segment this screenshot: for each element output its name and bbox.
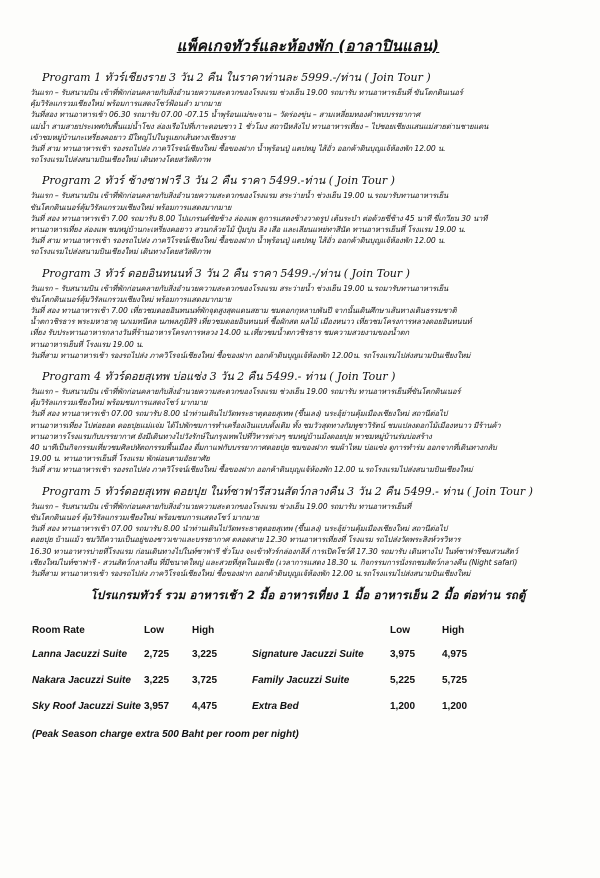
table-row xyxy=(32,693,502,719)
program-heading: Program 1 ทัวร์เชียงราย 3 วัน 2 คืน ในราคาท่านละ 5999.-/ท่าน ( Join Tour ) xyxy=(42,71,431,84)
program-line: วันที่ สาม ทานอาหารเช้า รองรถไปส่ง ภาควิโรจน์เชียงใหม่ ซื้อของฝาก น้ำพุร้อนปู่ แตปหมู ไส้อั่ว ออกค้าดินบุญแจ้ห้องพัก 12.00 น. xyxy=(30,236,446,246)
room-name: Lanna Jacuzzi Suite xyxy=(32,648,128,660)
program-line: วันที่ สาม ทานอาหารเช้า รองรถไปส่ง ภาควิโรจน์เชียงใหม่ ซื้อของฝาก น้ำพุร้อนปู่ แตปหมู ไส้อั่ว ออกค้าดินบุญแจ้ห้องพัก 12.00 น. xyxy=(30,144,446,154)
program-heading: Program 4 ทัวร์ดอยสุเทพ บ่อแซ่ง 3 วัน 2 คืน 5499.- ท่าน ( Join Tour ) xyxy=(42,370,396,384)
table-row xyxy=(32,641,502,667)
program-line: วันแรก – รับสนามบิน เข้าที่พักก่อนคลายกับสิ่งอำนวยความสะดวกของโรงแรม สระว่ายน้ำ ช่วงเย็น 19.00 น.รถมารับทานอาหารเย็น xyxy=(30,283,449,293)
program-list xyxy=(30,68,586,579)
program-line: วันที่ สอง ทานอาหารเช้า 7.00 เที่ยวชมดอยอินทนนท์พักจุดสูงสุดแดนสยาม ชมดอกกุหลาบพันปี จากนั้นเดินศึกษาเส้นทางเดินธรรมชาติ xyxy=(30,306,457,316)
page-title: แพ็คเกจทัวร์และห้องพัก (อาลาปินแลน) xyxy=(176,37,440,55)
program-line: วันแรก – รับสนามบิน เข้าที่พักก่อนคลายกับสิ่งอำนวยความสะดวกของโรงแรม ช่วงเย็น 19.00 รถมารับ ทานอาหารเย็นที่ขันโตกดินเนอร์ xyxy=(30,387,461,397)
program-4 xyxy=(30,367,586,476)
program-line: ขันโตกดินเนอร์ คุ้มวิรัลแกรวมเชียงใหม่ พร้อมชมการแสดงโชว์ มากมาย xyxy=(30,512,260,522)
program-line: เที่ยง รับประทานอาหารกลางวันที่ร้านอาหารโครงการหลวง 14.00 น.เที่ยวชมน้ำตกวชิรธาร ชมความสวยงามของน้ำตก xyxy=(30,328,409,338)
high-rate: 5,725 xyxy=(442,674,468,686)
program-line: วันที่ สอง ทานอาหารเช้า 07.00 รถมารับ 8.00 นำท่านเดินไปวัดพระธาตุดอยสุเทพ (ขึ้นเลง) นระอุ้ย่านคุ้มเมืองเชียงใหม่ สถานีต่อไป xyxy=(30,409,448,419)
program-line: วันแรก – รับสนามบิน เข้าที่พักก่อนคลายกับสิ่งอำนวยความสะดวกของโรงแรม สระว่ายน้ำ ช่วงเย็น 19.00 น.รถมารับทานอาหารเย็น xyxy=(30,191,449,201)
low-rate: 3,225 xyxy=(144,674,170,686)
program-line: วันที่ สาม ทานอาหารเช้า รองรถไปส่ง ภาควิโรจน์เชียงใหม่ ซื้อของฝาก ออกค้าดินบุญแจ้ห้องพัก 12.00 น.รถโรงแรมไปส่งสนามบินเชียงใหม่ xyxy=(30,465,473,475)
room-rate-header: Room Rate xyxy=(32,624,85,636)
program-heading: Program 2 ทัวร์ ช้างซาฟารี 3 วัน 2 คืน ราคา 5499.-ท่าน ( Join Tour ) xyxy=(42,174,395,188)
program-line: 16.30 ทานอาหารบ่ายที่โรงแรม ก่อนเดินทางไปในท์ซาฟารี ชั่วโมง จะเข้าทัวร์กล่องกลีส์ การเปิดโชว์ดี 17.30 รถมารับ เดินทางไป ในท์ซาฟารีชมสวนสัตว์ xyxy=(30,546,518,556)
program-heading: Program 5 ทัวร์ดอยสุเทพ ดอยปุย ในท์ซาฟารีสวนสัตว์กลางคืน 3 วัน 2 คืน 5499.- ท่าน ( Join Tour ) xyxy=(42,484,533,498)
high-rate: 4,475 xyxy=(192,700,218,712)
table-header-row xyxy=(32,619,502,641)
program-line: น้ำตกวชิรธาร พระมหาธาตุ นภเมทนีดล นภพลภูมิสิริ เที่ยวชมดอยอินทนนท์ ซื้อผักสด ผลไม้ เมืองหนาว เที่ยวชมโครงการหลวงดอยอินทนนท์ xyxy=(30,317,472,327)
room-rate-table xyxy=(32,619,502,719)
high-rate: 3,725 xyxy=(192,674,218,686)
low-rate: 3,957 xyxy=(144,700,170,712)
room-name: Family Jacuzzi Suite xyxy=(252,674,350,686)
low-header: Low xyxy=(144,624,164,636)
program-line: วันที่ สอง ทานอาหารเช้า 07.00 รถมารับ 8.00 นำท่านเดินไปวัดพระธาตุดอยสุเทพ (ขึ้นเลง) นระอุ้ย่านคุ้มเมืองเชียงใหม่ สถานีต่อไป xyxy=(30,524,448,534)
program-line: แม่น้ำ สามสายประเทศกับพื้นแม่น้ำโขง ล่องเรือไปที่เกาะดอนซาว 1 ชั่วโมง สถานีหลังไป ทานอาหารเที่ยง – ไปซอยเชียงแสนแม่สายด่านชายแดน xyxy=(30,121,489,131)
program-line: 19.00 น. ทานอาหารเย็นที่ โรงแรม พักผ่อนตามอัธยาศัย xyxy=(30,454,210,464)
program-line: 40 นาทีเป็นกิจกรรมเที่ยวชมศิลปหัตถกรรมพื้นเมือง ดื่มกาแฟกับบรรยากาศดอยปุย ชมของฝาก ชมผ้าไหม บ่อแซ่ง ดูการทำร่ม ออกจากที่เดินทางกลับ xyxy=(30,443,497,453)
room-rate-header-right xyxy=(252,619,390,641)
program-line: วันที่ สอง ทานอาหารเช้า 7.00 รถมารับ 8.00 ไปแกรนด์ชัยช้าง ล่องแพ ดูการแสดงช้างวาดรูป เต้นระบำ ต่อด้วยขี่ช้าง 45 นาที ขี่เกวียน 30 นาที xyxy=(30,213,488,223)
table-row xyxy=(32,667,502,693)
peak-season-note: (Peak Season charge extra 500 Baht per room per night) xyxy=(32,729,299,741)
high-rate: 1,200 xyxy=(442,700,468,712)
high-header: High xyxy=(192,624,215,636)
program-line: ทานอาหารโรงแรมกับบรรยากาศ ยังมีเดินทางไปวังรักษ์ในกรุงเทพไปที่วิหารต่างๆ ชมหมู่บ้านม้งดอยปุย พาชมหมู่บ้านร่มบ่อสร้าง xyxy=(30,431,432,441)
room-name: Extra Bed xyxy=(252,700,299,712)
program-line: รถโรงแรมไปส่งสนามบินเชียงใหม่ เดินทางโดยสวัสดิภาพ xyxy=(30,247,211,257)
program-2 xyxy=(30,171,586,257)
program-line: คุ้มวิรัลแกรวมเชียงใหม่ พร้อมการแสดงโชว์ฟ้อนลำ มากมาย xyxy=(30,99,221,109)
room-name: Sky Roof Jacuzzi Suite xyxy=(32,700,141,712)
program-5 xyxy=(30,482,586,579)
low-header-right: Low xyxy=(390,624,410,636)
program-line: เชียงใหม่ไนท์ซาฟารี - สวนสัตว์กลางคืน ที่มีขนาดใหญ่ และสวยที่สุดในเอเชีย (เวลาการแสดง 18.30 น. กิจกรรมการนั่งรถชมสัตว์กลางคืน (Night safari) xyxy=(30,557,518,567)
low-rate: 1,200 xyxy=(390,700,416,712)
low-rate: 5,225 xyxy=(390,674,416,686)
program-line: วันแรก – รับสนามบิน เข้าที่พักก่อนคลายกับสิ่งอำนวยความสะดวกของโรงแรม ช่วงเย็น 19.00 รถมารับ ทานอาหารเย็นที่ ขันโตกดินเนอร์ xyxy=(30,88,463,97)
program-line: วันที่สาม ทานอาหารเช้า รองรถไปส่ง ภาควิโรจน์เชียงใหม่ ซื้อของฝาก ออกค้าดินบุญแจ้ห้องพัก 12.00 น.รถโรงแรมไปส่งสนามบินเชียงใหม่ xyxy=(30,568,471,578)
room-name: Signature Jacuzzi Suite xyxy=(252,648,364,660)
room-name: Nakara Jacuzzi Suite xyxy=(32,674,131,686)
program-heading: Program 3 ทัวร์ ดอยอินทนนท์ 3 วัน 2 คืน ราคา 5499.-/ท่าน ( Join Tour ) xyxy=(42,266,410,280)
program-line: วันที่สาม ทานอาหารเช้า รองรถไปส่ง ภาควิโรจน์เชียงใหม่ ซื้อของฝาก ออกค้าดินบุญแจ้ห้องพัก 12.00น. รถโรงแรมไปส่งสนามบินเชียงใหม่ xyxy=(30,350,471,360)
program-line: ทานอาหารเที่ยง ล่องแพ ชมหมู่บ้านกะเหรี่ยงคอยาว สวนกล้วยไม้ ปุ้มปูน ลิง เสือ และเลียนแหย่ทาสีนัด ทานอาหารเย็นที่ โรงแรม 19.00 น. xyxy=(30,225,466,235)
program-line: คุ้มวิรัลแกรวมเชียงใหม่ พร้อมชมการแสดงโชว์ มากมาย xyxy=(30,398,208,408)
program-line: ทานอาหารเที่ยง ไปต่อยอด ดอยปุยแม่แจ่ม ได้ไปพักชมการทำเครื่องเงินแบบดั้งเดิม ทั้ง ชมวัวสุดทางกัมพูชาวิรัตน์ ชมแปลงดอกไม้เมืองหนาว มีร้านค้า xyxy=(30,420,501,430)
low-rate: 3,975 xyxy=(390,648,416,660)
high-rate: 3,225 xyxy=(192,648,218,660)
program-line: รถโรงแรมไปส่งสนามบินเชียงใหม่ เดินทางโดยสวัสดิภาพ xyxy=(30,155,211,165)
program-line: ดอยปุย บ้านแม้ว ชมวิถีความเป็นอยู่ของชาวเขาและบรรยากาศ ตลอดสาย 12.30 ทานอาหารเที่ยงที่ โรงแรม รถไปส่งวัดพระสิงห์วรวิหาร xyxy=(30,535,461,545)
high-rate: 4,975 xyxy=(442,648,468,660)
inclusions-banner: โปรแกรมทัวร์ รวม อาหารเช้า 2 มื้อ อาหารเที่ยง 1 มื้อ อาหารเย็น 2 มื้อ ต่อท่าน รถตู้ xyxy=(90,588,526,603)
program-line: ขันโตกดินเนอร์คุ้มวิรัลแกรวมเชียงใหม่ พร้อมการแสดงมากมาย xyxy=(30,294,232,304)
low-rate: 2,725 xyxy=(144,648,170,660)
program-line: เข้าชมหมู่บ้านกะเหรี่ยงคอยาว มีใหญ่ไปในรูแยกเส้นทางเชียงราย xyxy=(30,132,236,142)
program-line: วันที่สอง ทานอาหารเช้า 06.30 รถมารับ 07.00 -07.15 น้ำพุร้อนแม่ขะจาน – วัดร่องขุ่น – สามเหลี่ยมทองคำพบบรรยากาศ xyxy=(30,110,421,120)
program-line: ขันโตกดินเนอร์คุ้มวิรัลแกรวมเชียงใหม่ พร้อมการแสดงมากมาย xyxy=(30,202,232,212)
program-1 xyxy=(30,68,586,165)
program-line: วันแรก – รับสนามบิน เข้าที่พักก่อนคลายกับสิ่งอำนวยความสะดวกของโรงแรม ช่วงเย็น 19.00 รถมารับ ทานอาหารเย็นที่ xyxy=(30,501,412,511)
high-header-right: High xyxy=(442,624,465,636)
program-3 xyxy=(30,264,586,361)
program-line: ทานอาหารเย็นที่ โรงแรม 19.00 น. xyxy=(30,339,144,349)
